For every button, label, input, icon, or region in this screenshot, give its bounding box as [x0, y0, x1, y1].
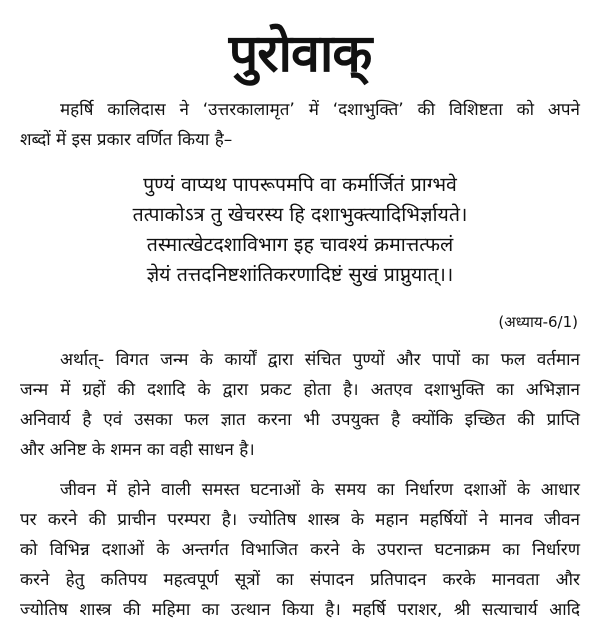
paragraph-line: अर्थात्- विगत जन्म के कार्यों द्वारा संचित पुण्यों और पापों का फल वर्तमान [60, 350, 580, 370]
paragraph-line: पर करने की प्राचीन परम्परा है। ज्योतिष शास्त्र के महान महर्षियों ने मानव जीवन [20, 510, 580, 530]
verse-line: तत्पाकोऽत्र तु खेचरस्य हि दशाभुक्त्यादिभिर्ज्ञायते। [132, 203, 468, 226]
explanation-paragraph [20, 345, 580, 465]
paragraph-line: को विभिन्न दशाओं के अन्तर्गत विभाजित करने के उपरान्त घटनाक्रम का निर्धारण [20, 540, 580, 560]
paragraph-line: अनिवार्य है एवं उसका फल ज्ञात करना भी उपयुक्त है क्योंकि इच्छित की प्राप्ति [20, 410, 580, 430]
verse-line: ज्ञेयं तत्तदनिष्टशांतिकरणादिष्टं सुखं प्राप्नुयात्।। [146, 263, 454, 286]
intro-paragraph [20, 95, 580, 155]
paragraph-line: ज्योतिष शास्त्र की महिमा का उत्थान किया है। महर्षि पराशर, श्री सत्याचार्य आदि [20, 600, 580, 620]
paragraph-line: जीवन में होने वाली समस्त घटनाओं के समय का निर्धारण दशाओं के आधार [60, 480, 580, 500]
paragraph-line: जन्म में ग्रहों की दशादि के द्वारा प्रकट होता है। अतएव दशाभुक्ति का अभिज्ञान [20, 380, 580, 400]
verse-line: पुण्यं वाप्यथ पापरूपमपि वा कर्मार्जितं प्राग्भवे [143, 173, 457, 196]
page-title: पुरोवाक् [228, 24, 372, 84]
tradition-paragraph [20, 475, 580, 625]
paragraph-line: करने हेतु कतिपय महत्वपूर्ण सूत्रों का संपादन प्रतिपादन करके मानवता और [20, 570, 580, 590]
paragraph-line: शब्दों में इस प्रकार वर्णित किया है– [20, 130, 233, 150]
paragraph-line: और अनिष्ट के शमन का वही साधन है। [20, 440, 255, 460]
verse-reference: (अध्याय-6/1) [498, 313, 578, 331]
sanskrit-verse [0, 170, 600, 290]
paragraph-line: महर्षि कालिदास ने ‘उत्तरकालामृत’ में ‘दशाभुक्ति’ की विशिष्टता को अपने [60, 100, 580, 120]
verse-line: तस्मात्खेटदशाविभाग इह चावश्यं क्रमात्तत्फलं [146, 233, 454, 256]
